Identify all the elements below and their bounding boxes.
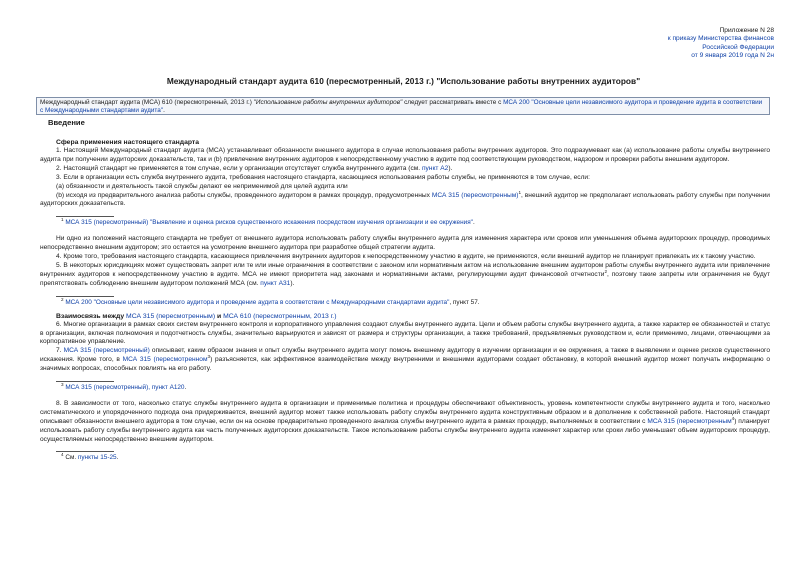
paragraph-7 bbox=[40, 347, 770, 374]
info-note bbox=[36, 97, 770, 115]
p2-end: ). bbox=[448, 164, 453, 172]
footnote-divider-3 bbox=[56, 381, 114, 382]
paragraph-4: 4. Кроме того, требования настоящего стандарта, касающиеся привлечения внутренних аудиторов к непосредственному участию в аудите, не применяются, если внешний аудитор не планирует привлекать их к такому участию. bbox=[56, 253, 756, 261]
footnote-divider-4 bbox=[56, 451, 114, 452]
p8-isa315-link[interactable]: МСА 315 (пересмотренным bbox=[647, 417, 732, 425]
rel-isa315-link[interactable]: МСА 315 (пересмотренным) bbox=[126, 312, 216, 320]
footnote-ref-4[interactable]: 4 bbox=[731, 415, 735, 421]
p3b-end: , внешний аудитор не предполагает использовать работу службы при получении аудиторских доказательств. bbox=[40, 191, 770, 208]
heading-relationship bbox=[56, 312, 770, 321]
rel-text: Взаимосвязь между bbox=[56, 312, 127, 320]
paragraph-2 bbox=[40, 165, 770, 174]
footnote-4-mark: 4 bbox=[61, 452, 64, 458]
paragraph-1: 1. Настоящий Международный стандарт аудита (МСА) устанавливает обязанности внешнего аудитора в случае использования работы внутренних аудиторов. Это подразумевает как (a) использование работы службы внутреннего аудита при получении аудиторских доказательств, так и (b) привлечение внутренних аудиторов к непосредственному участию в аудите под соответствующим руководством, надзором и проверки работы внешним аудитором. bbox=[40, 147, 770, 163]
p5-end: ). bbox=[290, 279, 295, 287]
footnote-3 bbox=[61, 381, 770, 393]
note-text-mid: следует рассматривать вместе с bbox=[402, 99, 504, 106]
footnote-4-link[interactable]: пункты 15-25 bbox=[77, 454, 117, 462]
footnote-divider-1 bbox=[56, 216, 114, 217]
heading-introduction: Введение bbox=[48, 118, 85, 127]
appendix-ministry-link[interactable]: Российской Федерации bbox=[702, 43, 774, 51]
note-text-end: . bbox=[163, 107, 165, 114]
p7-isa315-link-2[interactable]: МСА 315 (пересмотренном bbox=[122, 356, 208, 364]
footnote-ref-1[interactable]: 1 bbox=[518, 189, 522, 195]
appendix-number: Приложение N 28 bbox=[719, 27, 774, 34]
appendix-date-link[interactable]: от 9 января 2019 года N 2н bbox=[691, 52, 774, 60]
p3b-text: (b) исходя из предварительного анализа работы службы, проведенного аудитором в рамках процедур, предусмотренных bbox=[56, 191, 432, 199]
paragraph-3b bbox=[40, 189, 770, 210]
footnote-ref-2[interactable]: 2 bbox=[604, 268, 607, 274]
note-isa200-link[interactable]: МСА 200 "Основные цели независимого аудитора и проведение аудита в соответствии с Международными стандартами аудита" bbox=[40, 99, 763, 114]
p5-link-a31[interactable]: пункт A31 bbox=[260, 279, 291, 287]
footnote-1-link[interactable]: МСА 315 (пересмотренный) "Выявление и оценка рисков существенного искажения посредством изучения организации и ее окружения" bbox=[65, 219, 473, 227]
p7-isa315-link[interactable]: МСА 315 (пересмотренный) bbox=[63, 347, 150, 355]
footnote-3-link[interactable]: МСА 315 (пересмотренный), пункт A120 bbox=[65, 384, 185, 392]
footnote-3-mark: 3 bbox=[61, 381, 64, 387]
footnote-1 bbox=[61, 219, 770, 228]
p7-pre: 7. bbox=[56, 347, 64, 355]
p3b-isa315-link[interactable]: МСА 315 (пересмотренным) bbox=[431, 191, 519, 199]
footnote-2-mark: 2 bbox=[61, 296, 64, 302]
footnote-2-end: , пункт 57. bbox=[449, 298, 480, 306]
footnote-1-end: . bbox=[472, 219, 475, 227]
footnote-divider-2 bbox=[56, 296, 114, 297]
paragraph-3c: Ни одно из положений настоящего стандарта не требует от внешнего аудитора использовать работу службы внутреннего аудита для изменения характера или сроков или уменьшения объема аудиторских процедур, проводимых непосредственно внешним аудитором; это остается на усмотрение внешнего аудитора при разработке общей стратегии аудита. bbox=[40, 235, 770, 252]
note-text: Международный стандарт аудита (МСА) 610 (пересмотренный, 2013 г.) bbox=[40, 99, 254, 106]
footnote-4-end: . bbox=[116, 454, 119, 462]
footnote-2-link[interactable]: МСА 200 "Основные цели независимого аудитора и проведение аудита в соответствии с Международными стандартами аудита" bbox=[65, 298, 450, 306]
paragraph-3: 3. Если в организации есть служба внутреннего аудита, требования настоящего стандарта, касающиеся использования работы службы, не применяются в том случае, если: bbox=[56, 173, 590, 181]
footnote-4 bbox=[61, 454, 770, 463]
paragraph-5 bbox=[40, 262, 770, 289]
p7-end: ) разъясняется, как эффективное взаимодействие между внутренними и внешними аудиторами создает обстановку, в которой внешний аудитор может получать информацию о значимых вопросах, способных повлиять на его работу. bbox=[40, 356, 770, 373]
document-body bbox=[40, 117, 770, 463]
footnote-4-text: См. bbox=[63, 454, 78, 462]
rel-isa610-link[interactable]: МСА 610 (пересмотренным, 2013 г.) bbox=[223, 312, 337, 320]
paragraph-6: 6. Многие организации в рамках своих систем внутреннего контроля и корпоративного управления создают службы внутреннего аудита. Цели и объем работы службы внутреннего аудита, а также характер ее обязанностей и статус в организации, включая полномочия и подотчетность службы, значительно варьируются и зависят от размера и структуры организации, а также требований, предъявляемых руководством и, если применимо, лицами, отвечающими за корпоративное управление. bbox=[40, 320, 770, 346]
p5-mid: , поэтому такие запреты или ограничения не будут препятствовать соблюдению внешним аудитором положений МСА (см. bbox=[40, 270, 770, 287]
heading-scope: Сфера применения настоящего стандарта bbox=[56, 139, 200, 146]
p8-text: 8. В зависимости от того, насколько статус службы внутреннего аудита в организации и применимые политика и процедуры обеспечивают объективность, уровень компетентности службы внутреннего аудита и того, насколько систематического и упорядоченного подхода она придерживается, внешний аудитор может также использовать работу службы внутреннего аудита конструктивным образом и в дополнение к собственной работе. Настоящий стандарт описывает обязанности внешнего аудитора в том случае, если он на основе предварительно проведенного анализа службы внутреннего аудита в рамках процедур, выполняемых в соответствии с bbox=[40, 399, 770, 425]
footnote-2 bbox=[61, 296, 770, 308]
p5-text: 5. В некоторых юрисдикциях может существовать запрет или те или иные ограничения в соответствии с законом или нормативным актом на использование внешним аудитором работы службы внутреннего аудита или привлечение внутренних аудиторов к непосредственному участию в аудите. МСА не имеют приоритета над законами и нормативными актами, регулирующими аудит финансовой отчетности bbox=[40, 261, 770, 278]
appendix-block bbox=[668, 27, 774, 61]
p7-text: описывает, каким образом знания и опыт службы внутреннего аудита могут помочь внешнему аудитору в изучении организации и ее окружения, а также в выявлении и оценке рисков существенного искажения. Кроме того, в bbox=[40, 347, 770, 364]
appendix-order-link[interactable]: к приказу Министерства финансов bbox=[667, 35, 774, 43]
note-italic: "Использование работы внутренних аудиторов" bbox=[253, 99, 403, 106]
footnote-ref-3[interactable]: 3 bbox=[207, 354, 211, 360]
p2-text: 2. Настоящий стандарт не применяется в том случае, если у организации отсутствует служба внутреннего аудита (см. bbox=[56, 164, 422, 172]
footnote-3-end: . bbox=[184, 384, 187, 392]
paragraph-3a: (a) обязанности и деятельность такой службы делают ее неприменимой для целей аудита или bbox=[56, 182, 348, 190]
paragraph-8 bbox=[40, 400, 770, 445]
document-title: Международный стандарт аудита 610 (пересмотренный, 2013 г.) "Использование работы внутренних аудиторов" bbox=[166, 76, 641, 86]
p2-link-a2[interactable]: пункт A2 bbox=[421, 164, 449, 172]
p8-end: ) планирует использовать работу службы внутреннего аудита как часть полученных аудиторских доказательств. Такое использование работы службы внутреннего аудита изменяет характер или сроки либо уменьшает объем аудиторских процедур, осуществляемых непосредственно внешним аудитором. bbox=[40, 417, 770, 443]
rel-and: и bbox=[215, 312, 224, 320]
footnote-1-mark: 1 bbox=[61, 217, 64, 223]
